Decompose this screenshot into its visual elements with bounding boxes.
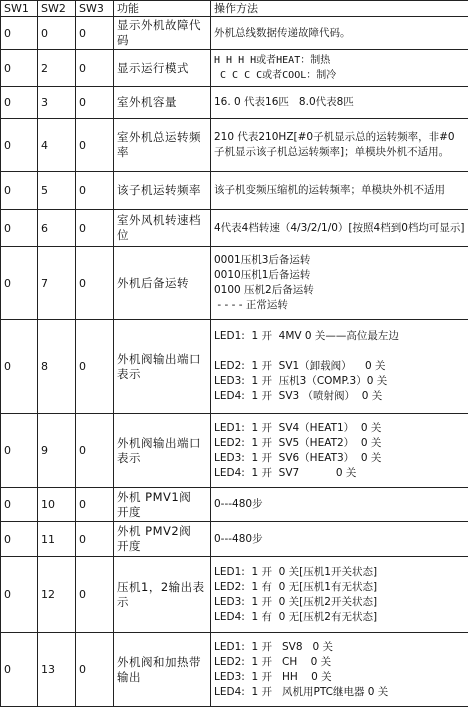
table-row — [1, 17, 468, 50]
table-row — [1, 247, 468, 320]
function-cell: 外机 PMV1阀 开度 — [114, 488, 211, 522]
sw2-cell: 5 — [38, 172, 76, 210]
sw2-cell: 7 — [38, 247, 76, 320]
sw1-cell: 0 — [1, 633, 38, 707]
sw1-cell: 0 — [1, 50, 38, 87]
table-row — [1, 172, 468, 210]
sw3-cell: 0 — [76, 50, 114, 87]
function-cell: 室外风机转速档位 — [114, 210, 211, 247]
sw2-cell: 2 — [38, 50, 76, 87]
sw3-cell: 0 — [76, 488, 114, 522]
sw3-cell: 0 — [76, 17, 114, 50]
sw2-cell: 8 — [38, 320, 76, 414]
operation-cell: LED1: 1 开 SV8 0 关 LED2: 1 开 CH 0 关 LED3: 1 开 HH 0 关 LED4: 1 开 风机用PTC继电器 0 关 — [211, 633, 468, 707]
header-sw1: SW1 — [1, 1, 38, 17]
operation-cell: H H H H或者HEAT：制热 C C C C或者COOL：制冷 — [211, 50, 468, 87]
header-row — [1, 1, 468, 17]
table-row — [1, 633, 468, 707]
operation-cell: LED1: 1 开 0 关[压机1开关状态] LED2: 1 有 0 无[压机1有无状态] LED3: 1 开 0 关[压机2开关状态] LED4: 1 有 0 无[压机2有无状态] — [211, 557, 468, 633]
function-cell: 外机 PMV2阀 开度 — [114, 522, 211, 557]
function-cell: 室外机容量 — [114, 87, 211, 119]
sw3-cell: 0 — [76, 522, 114, 557]
sw1-cell: 0 — [1, 557, 38, 633]
operation-cell: 0001压机3后备运转 0010压机1后备运转 0100 压机2后备运转 - - - - 正常运转 — [211, 247, 468, 320]
sw3-cell: 0 — [76, 87, 114, 119]
sw3-cell: 0 — [76, 633, 114, 707]
sw1-cell: 0 — [1, 247, 38, 320]
operation-cell: 16. 0 代表16匹 8.0代表8匹 — [211, 87, 468, 119]
sw3-cell: 0 — [76, 414, 114, 488]
table-row — [1, 50, 468, 87]
table-row — [1, 87, 468, 119]
table-row — [1, 488, 468, 522]
function-cell: 显示运行模式 — [114, 50, 211, 87]
sw1-cell: 0 — [1, 119, 38, 172]
function-cell: 外机阀和加热带输出 — [114, 633, 211, 707]
function-cell: 显示外机故障代码 — [114, 17, 211, 50]
table-row — [1, 414, 468, 488]
function-cell: 外机阀输出端口表示 — [114, 414, 211, 488]
header-sw3: SW3 — [76, 1, 114, 17]
table-row — [1, 320, 468, 414]
operation-cell: 210 代表210HZ[#0子机显示总的运转频率，非#0子机显示该子机总运转频率]；单模块外机不适用。 — [211, 119, 468, 172]
sw2-cell: 0 — [38, 17, 76, 50]
function-cell: 外机后备运转 — [114, 247, 211, 320]
operation-cell: LED1: 1 开 SV4（HEAT1） 0 关 LED2: 1 开 SV5（HEAT2） 0 关 LED3: 1 开 SV6（HEAT3） 0 关 LED4: 1 开 SV7 0 关 — [211, 414, 468, 488]
sw2-cell: 4 — [38, 119, 76, 172]
header-function: 功能 — [114, 1, 211, 17]
sw2-cell: 3 — [38, 87, 76, 119]
sw3-cell: 0 — [76, 119, 114, 172]
sw1-cell: 0 — [1, 210, 38, 247]
function-cell: 外机阀输出端口表示 — [114, 320, 211, 414]
sw3-cell: 0 — [76, 320, 114, 414]
sw3-cell: 0 — [76, 247, 114, 320]
sw1-cell: 0 — [1, 488, 38, 522]
sw2-cell: 6 — [38, 210, 76, 247]
table-row — [1, 210, 468, 247]
sw2-cell: 9 — [38, 414, 76, 488]
sw1-cell: 0 — [1, 414, 38, 488]
header-sw2: SW2 — [38, 1, 76, 17]
function-cell: 该子机运转频率 — [114, 172, 211, 210]
function-cell: 室外机总运转频率 — [114, 119, 211, 172]
operation-cell: 该子机变频压缩机的运转频率；单模块外机不适用 — [211, 172, 468, 210]
sw3-cell: 0 — [76, 557, 114, 633]
sw1-cell: 0 — [1, 17, 38, 50]
sw3-cell: 0 — [76, 210, 114, 247]
sw1-cell: 0 — [1, 172, 38, 210]
function-cell: 压机1，2输出表示 — [114, 557, 211, 633]
sw1-cell: 0 — [1, 87, 38, 119]
operation-cell: 外机总线数据传递故障代码。 — [211, 17, 468, 50]
sw2-cell: 10 — [38, 488, 76, 522]
sw1-cell: 0 — [1, 320, 38, 414]
sw1-cell: 0 — [1, 522, 38, 557]
sw3-cell: 0 — [76, 172, 114, 210]
operation-cell: 0---480步 — [211, 522, 468, 557]
table-row — [1, 522, 468, 557]
table-row — [1, 119, 468, 172]
sw2-cell: 13 — [38, 633, 76, 707]
sw2-cell: 12 — [38, 557, 76, 633]
operation-cell: LED1: 1 开 4MV 0 关——高位最左边 LED2: 1 开 SV1（卸载阀） 0 关 LED3: 1 开 压机3（COMP.3）0 关 LED4: 1 开 SV3 （喷射阀） 0 关 — [211, 320, 468, 414]
sw2-cell: 11 — [38, 522, 76, 557]
table-row — [1, 557, 468, 633]
operation-cell: 0---480步 — [211, 488, 468, 522]
operation-cell: 4代表4档转速（4/3/2/1/0）[按照4档到0档均可显示] — [211, 210, 468, 247]
header-operation: 操作方法 — [211, 1, 468, 17]
